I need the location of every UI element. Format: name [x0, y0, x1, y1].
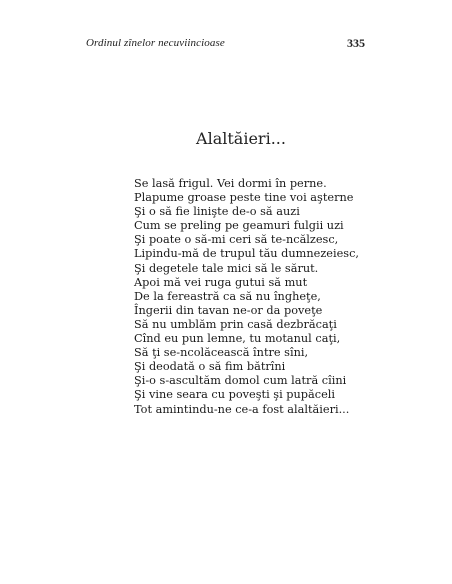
poem-line: Şi vine seara cu poveşti şi pupăceli [134, 388, 335, 402]
poem-line: Cînd eu pun lemne, tu motanul caţi, [134, 332, 341, 346]
running-head-title: Ordinul zînelor necuviincioase [86, 37, 225, 49]
poem-line: Lipindu-mă de trupul tău dumnezeiesc, [134, 247, 360, 261]
poem-line: Tot amintindu-ne ce-a fost alaltăieri... [134, 402, 350, 416]
poem-line: Îngerii din tavan ne-or da poveţe [134, 303, 323, 317]
poem-line: Şi-o s-ascultăm domol cum latră cîini [134, 374, 347, 388]
poem-line: Plapume groase peste tine voi aşterne [134, 191, 354, 205]
poem-line: Şi poate o să-mi ceri să te-ncălzesc, [134, 233, 339, 247]
poem-line: Să nu umblăm prin casă dezbrăcaţi [134, 317, 337, 331]
poem-line: Cum se preling pe geamuri fulgii uzi [134, 219, 344, 233]
poem-line: Să ţi se-ncolăcească între sîni, [134, 346, 309, 360]
page-number: 335 [347, 36, 365, 50]
poem-line: Apoi mă vei ruga gutui să mut [134, 275, 308, 289]
poem-body [134, 177, 359, 417]
poem-line: Se lasă frigul. Vei dormi în perne. [134, 177, 327, 190]
poem-line: Şi degetele tale mici să le sărut. [134, 261, 319, 275]
poem-title: Alaltăieri... [196, 129, 286, 148]
poem-line: De la fereastră ca să nu îngheţe, [134, 289, 321, 303]
poem-line: Şi deodată o să fim bătrîni [134, 360, 286, 374]
poem-line: Şi o să fie linişte de-o să auzi [134, 205, 300, 219]
